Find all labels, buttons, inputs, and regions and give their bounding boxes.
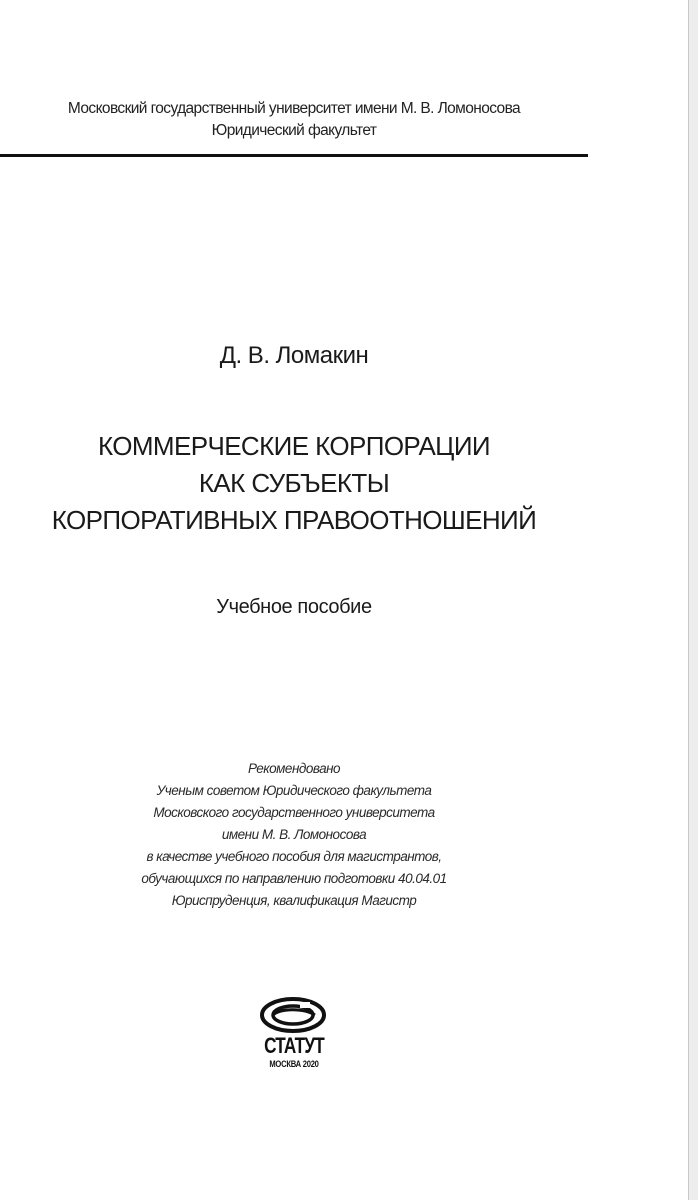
book-title-line: КАК СУБЪЕКТЫ: [198, 468, 390, 498]
recommendation-line: Юриспруденция, квалификация Магистр: [171, 893, 417, 908]
publisher-place-year: МОСКВА 2020: [269, 1059, 319, 1070]
recommendation-line: Рекомендовано: [247, 761, 341, 776]
institution-header: [0, 98, 588, 142]
author-name: Д. В. Ломакин: [219, 342, 369, 369]
university-name: Московский государственный университет имени М. В. Ломоносова: [67, 100, 521, 117]
recommendation-line: Ученым советом Юридического факультета: [156, 783, 432, 798]
book-title: [0, 428, 588, 539]
page-edge: [688, 0, 698, 1200]
recommendation-line: в качестве учебного пособия для магистрантов,: [146, 849, 442, 864]
recommendation-line: обучающихся по направлению подготовки 40.04.01: [141, 871, 447, 886]
publisher-logo: [248, 996, 340, 1080]
header-divider: [0, 154, 588, 157]
recommendation-note: [0, 758, 588, 912]
publisher-name: СТАТУТ: [264, 1033, 324, 1058]
book-title-line: КОММЕРЧЕСКИЕ КОРПОРАЦИИ: [97, 431, 490, 461]
recommendation-line: имени М. В. Ломоносова: [221, 827, 367, 842]
recommendation-line: Московского государственного университета: [153, 805, 435, 820]
book-type: Учебное пособие: [216, 596, 372, 618]
statut-logo-icon: [260, 996, 326, 1034]
book-title-line: КОРПОРАТИВНЫХ ПРАВООТНОШЕНИЙ: [51, 505, 537, 535]
faculty-name: Юридический факультет: [211, 122, 377, 139]
